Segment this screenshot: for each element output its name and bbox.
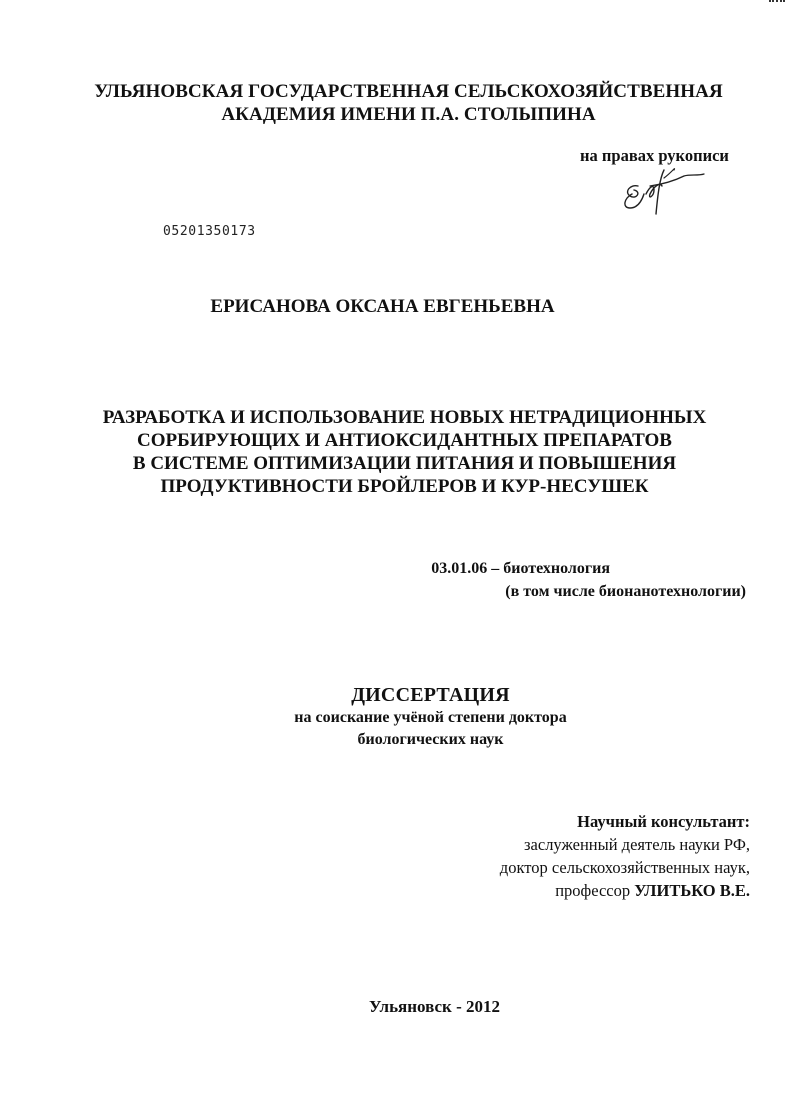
institution-header xyxy=(20,80,797,126)
degree-line-2: биологических наук xyxy=(357,731,504,748)
title-line-2: СОРБИРУЮЩИХ И АНТИОКСИДАНТНЫХ ПРЕПАРАТОВ xyxy=(137,430,672,451)
consultant-line-1: заслуженный деятель науки РФ, xyxy=(524,835,750,854)
city-year: Ульяновск - 2012 xyxy=(368,997,501,1016)
author-name: ЕРИСАНОВА ОКСАНА ЕВГЕНЬЕВНА xyxy=(210,296,555,317)
specialty-block xyxy=(431,557,746,603)
dissertation-heading: ДИССЕРТАЦИЯ xyxy=(351,684,510,706)
manuscript-note: на правах рукописи xyxy=(580,146,729,165)
consultant-label: Научный консультант: xyxy=(577,812,750,831)
consultant-block xyxy=(500,810,750,902)
consultant-line-2: доктор сельскохозяйственных наук, xyxy=(499,858,750,877)
barcode-number: 05201350173 xyxy=(163,224,256,239)
title-line-3: В СИСТЕМЕ ОПТИМИЗАЦИИ ПИТАНИЯ И ПОВЫШЕНИЯ xyxy=(132,453,677,474)
consultant-line-3 xyxy=(500,879,750,902)
scan-artifact xyxy=(769,0,785,8)
dissertation-block xyxy=(32,683,797,751)
degree-line-1: на соискание учёной степени доктора xyxy=(294,709,567,726)
institution-line-2: АКАДЕМИЯ ИМЕНИ П.А. СТОЛЫПИНА xyxy=(221,104,596,125)
title-line-4: ПРОДУКТИВНОСТИ БРОЙЛЕРОВ И КУР-НЕСУШЕК xyxy=(160,476,649,497)
consultant-title: профессор xyxy=(555,881,635,900)
signature-icon xyxy=(620,156,710,218)
specialty-code: 03.01.06 – биотехнология xyxy=(431,560,611,577)
consultant-name: УЛИТЬКО В.Е. xyxy=(634,881,750,900)
institution-line-1: УЛЬЯНОВСКАЯ ГОСУДАРСТВЕННАЯ СЕЛЬСКОХОЗЯЙСТВЕННАЯ xyxy=(94,81,723,102)
title-line-1: РАЗРАБОТКА И ИСПОЛЬЗОВАНИЕ НОВЫХ НЕТРАДИЦИОННЫХ xyxy=(102,407,707,428)
specialty-note: (в том числе бионанотехнологии) xyxy=(505,583,746,600)
dissertation-title xyxy=(6,406,797,498)
